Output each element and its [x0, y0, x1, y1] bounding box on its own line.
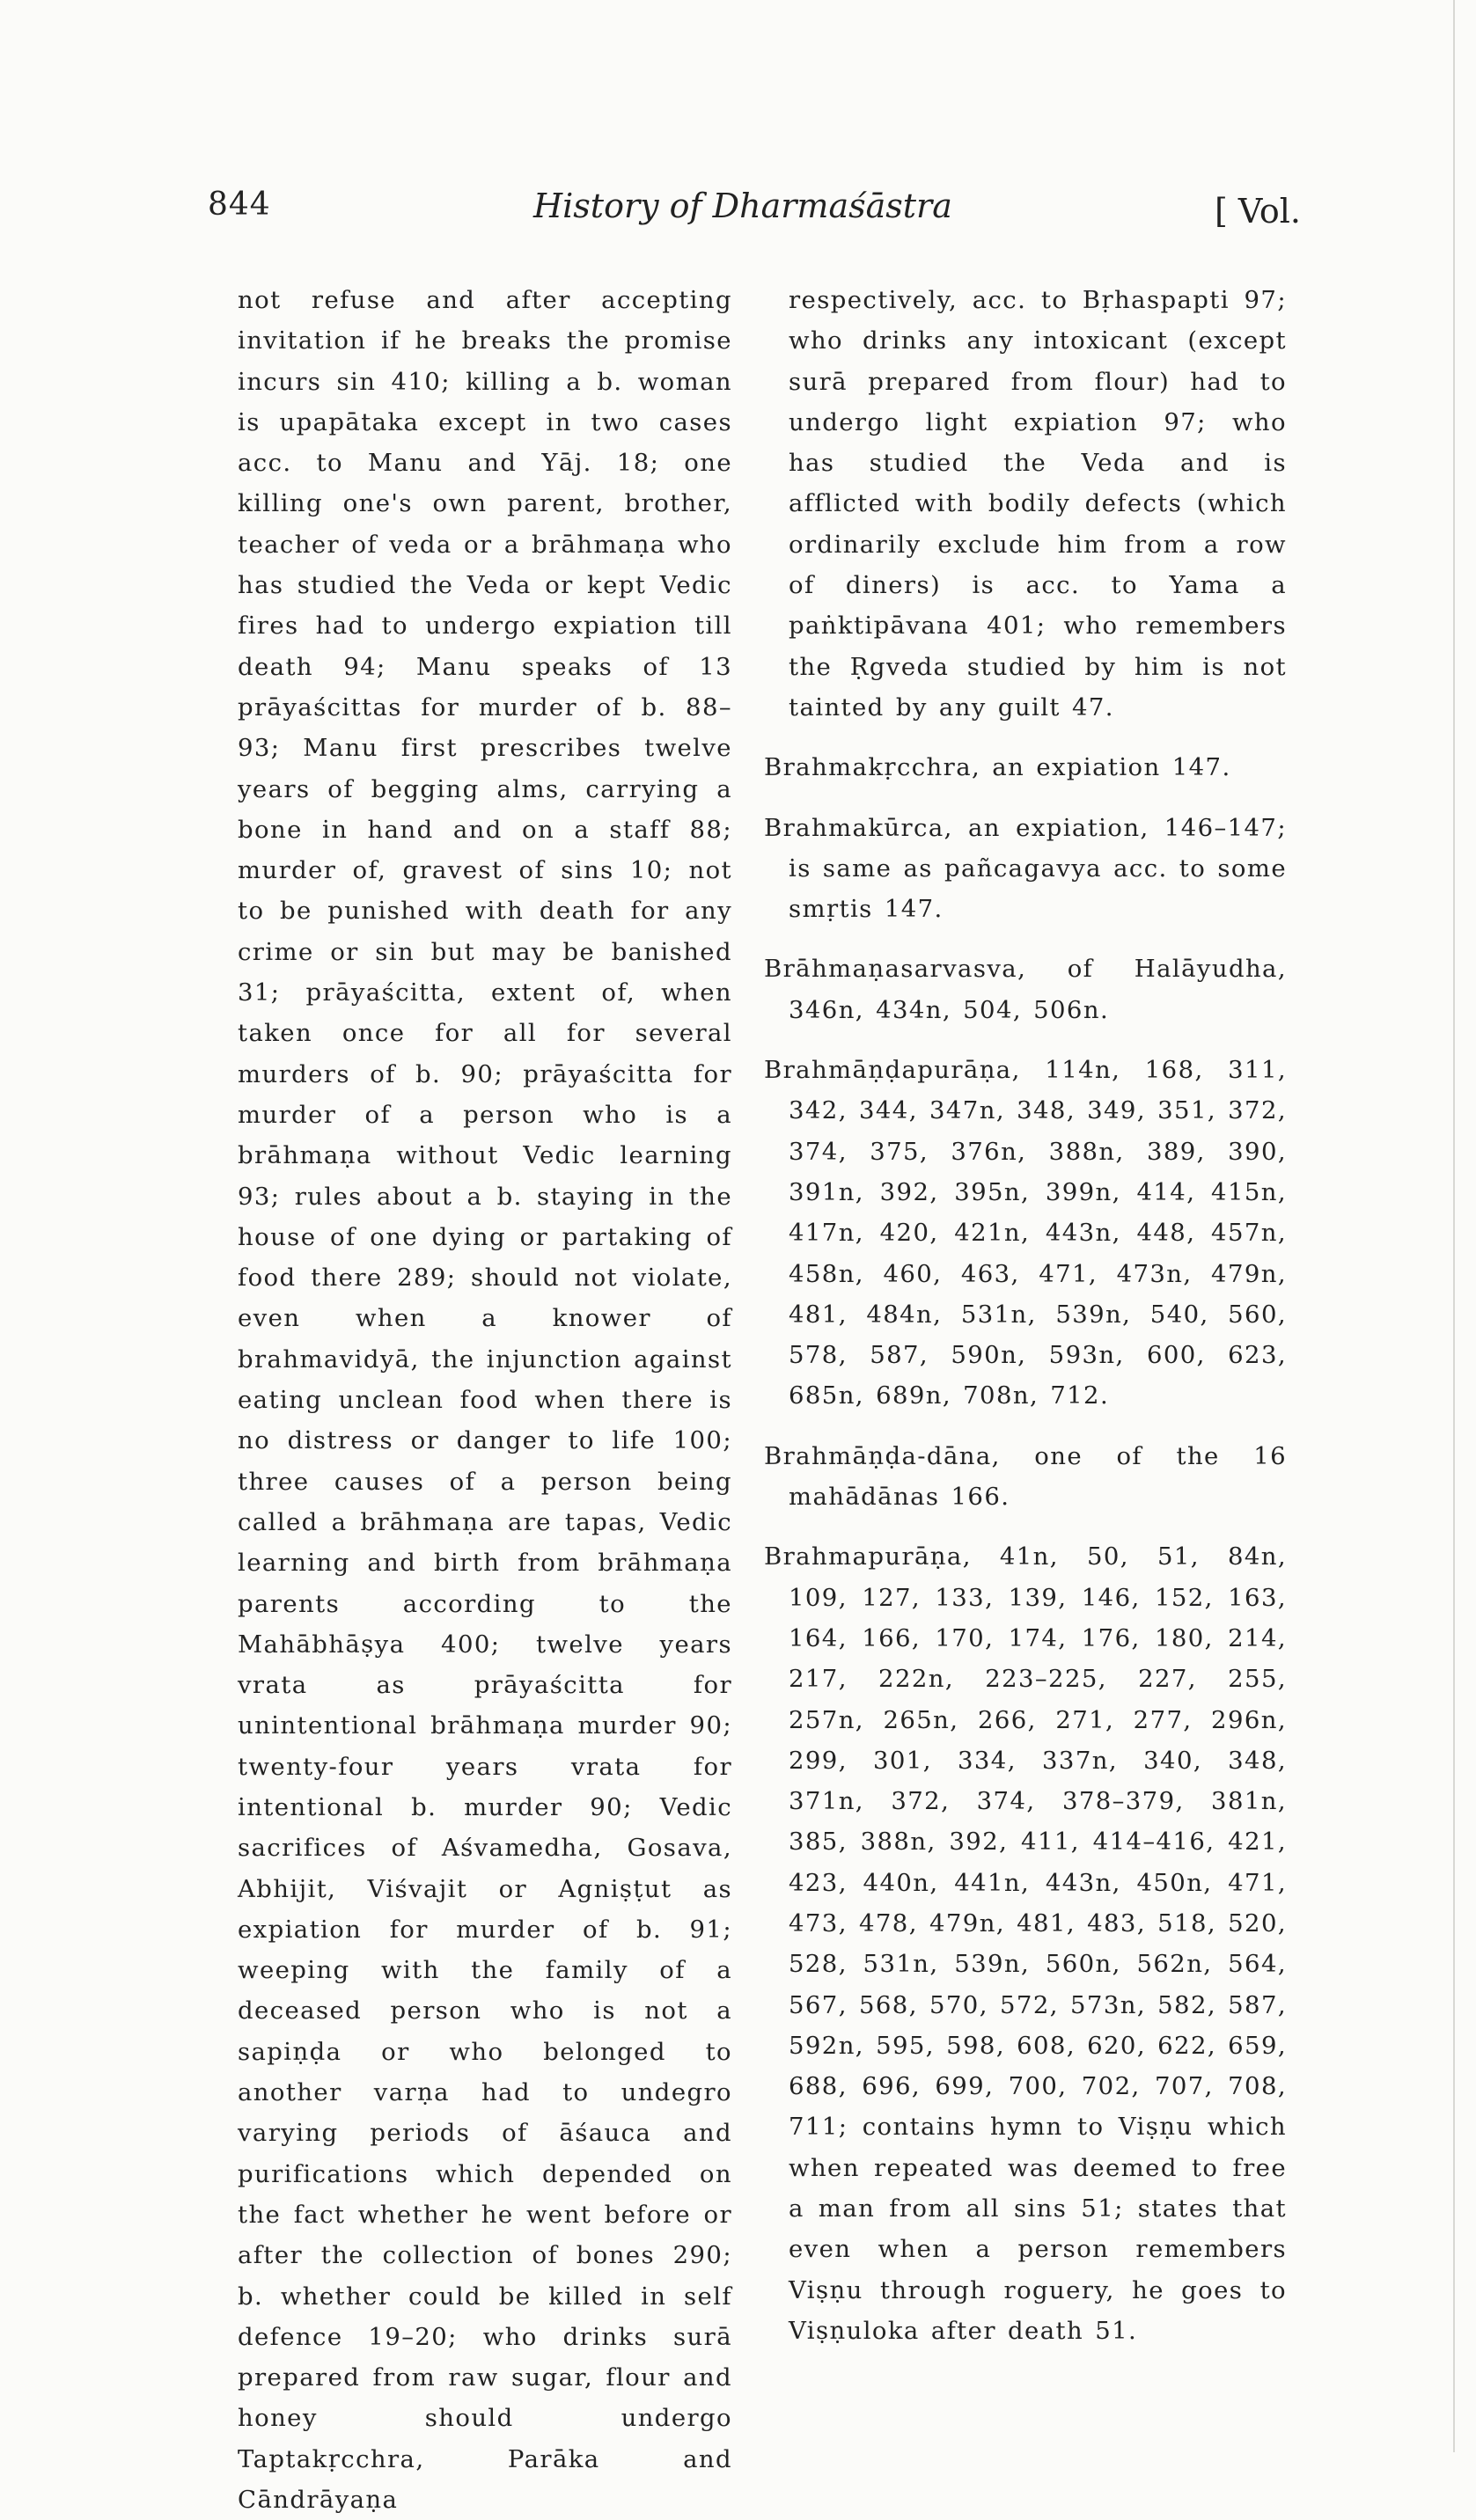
index-entry-brahmakurca: Brahmakūrca, an expiation, 146–147; is same as pañcagavya acc. to some smṛtis 147.: [764, 813, 1287, 924]
page-edge-line: [1453, 0, 1455, 2452]
running-title: History of Dharmaśāstra: [533, 187, 952, 225]
page-header: [208, 187, 1308, 248]
left-column: [208, 280, 732, 2520]
right-column-continuation: respectively, acc. to Bṛhaspapti 97; who drinks any intoxicant (except surā prepared from flour) had to undergo light expiation 97; who has studied the Veda and is afflicted with bodily defects (which ordinarily exclude him from a row of diners) is acc. to Yama a paṅktipāvana 401; who remembers the Ṛgveda studied by him is not tainted by any guilt 47.: [789, 286, 1287, 722]
index-entry-brahmapurana: Brahmapurāṇa, 41n, 50, 51, 84n, 109, 127, 133, 139, 146, 152, 163, 164, 166, 170, 174, 176, 180, 214, 217, 222n, 223–225, 227, 255, 257n, 265n, 266, 271, 277, 296n, 299, 301, 334, 337n, 340, 348, 371n, 372, 374, 378–379, 381n, 385, 388n, 392, 411, 414–416, 421, 423, 440n, 441n, 443n, 450n, 471, 473, 478, 479n, 481, 483, 518, 520, 528, 531n, 539n, 560n, 562n, 564, 567, 568, 570, 572, 573n, 582, 587, 592n, 595, 598, 608, 620, 622, 659, 688, 696, 699, 700, 702, 707, 708, 711; contains hymn to Viṣṇu which when repeated was deemed to free a man from all sins 51; states that even when a person remembers Viṣṇu through roguery, he goes to Viṣṇuloka after death 51.: [764, 1542, 1287, 2345]
volume-mark: [ Vol.: [1215, 192, 1301, 231]
index-entry-brahmanasarvasva: Brāhmaṇasarvasva, of Halāyudha, 346n, 434n, 504, 506n.: [764, 955, 1287, 1024]
left-column-text: not refuse and after accepting invitation if he breaks the promise incurs sin 410; killing a b. woman is upapātaka except in two cases acc. to Manu and Yāj. 18; one killing one's own parent, brother, teacher of veda or a brāhmaṇa who has studied the Veda or kept Vedic fires had to undergo expiation till death 94; Manu speaks of 13 prāyaścittas for murder of b. 88–93; Manu first prescribes twelve years of begging alms, carrying a bone in hand and on a staff 88; murder of, gravest of sins 10; not to be punished with death for any crime or sin but may be banished 31; prāyaścitta, extent of, when taken once for all for several murders of b. 90; prāyaścitta for murder of a person who is a brāhmaṇa without Vedic learning 93; rules about a b. staying in the house of one dying or partaking of food there 289; should not violate, even when a knower of brahmavidyā, the injunction against eating unclean food when there is no distress or danger to life 100; three causes of a person being called a brāhmaṇa are tapas, Vedic learning and birth from brāhmaṇa parents according to the Mahābhāṣya 400; twelve years vrata as prāyaścitta for unintentional brāhmaṇa murder 90; twenty-four years vrata for intentional b. murder 90; Vedic sacrifices of Aśvamedha, Gosava, Abhijit, Viśvajit or Agniṣṭut as expiation for murder of b. 91; weeping with the family of a deceased person who is not a sapiṇḍa or who belonged to another varṇa had to undegro varying periods of āśauca and purifications which depended on the fact whether he went before or after the collection of bones 290; b. whether could be killed in self defence 19–20; who drinks surā prepared from raw sugar, flour and honey should undergo Taptakṛcchra, Parāka and Cāndrāyaṇa: [238, 286, 732, 2515]
page-number: 844: [208, 187, 271, 223]
index-entry-brahmandapurana: Brahmāṇḍapurāṇa, 114n, 168, 311, 342, 344, 347n, 348, 349, 351, 372, 374, 375, 376n, 388n, 389, 390, 391n, 392, 395n, 399n, 414, 415n, 417n, 420, 421n, 443n, 448, 457n, 458n, 460, 463, 471, 473n, 479n, 481, 484n, 531n, 539n, 540, 560, 578, 587, 590n, 593n, 600, 623, 685n, 689n, 708n, 712.: [764, 1056, 1287, 1410]
index-entry-brahmakrcchra: Brahmakṛcchra, an expiation 147.: [764, 753, 1231, 782]
right-column: [764, 280, 1287, 2351]
index-entry-brahmanda-dana: Brahmāṇḍa-dāna, one of the 16 mahādānas 166.: [764, 1441, 1287, 1512]
